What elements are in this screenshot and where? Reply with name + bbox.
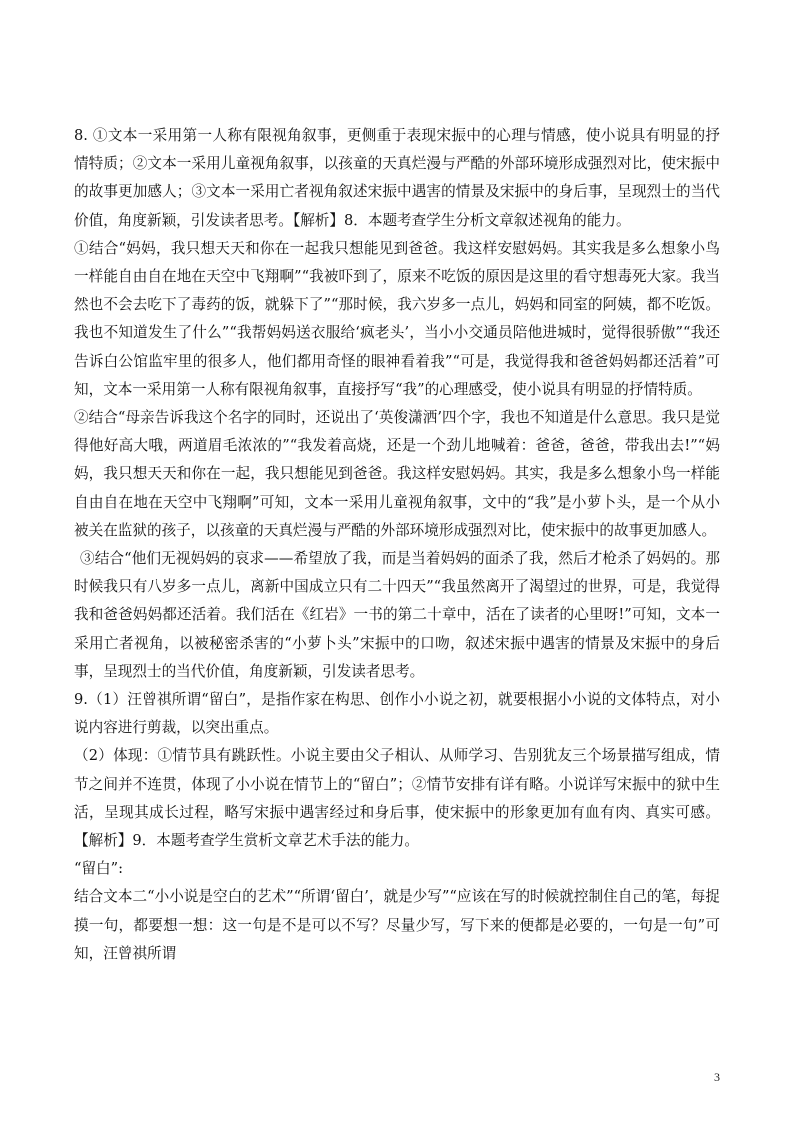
paragraph-answer-9-1: 9.（1）汪曾祺所谓“留白”，是指作家在构思、创作小小说之初，就要根据小小说的文体特点，对小说内容进行剪裁，以突出重点。 xyxy=(74,691,720,737)
paragraph-analysis-8-child-view: ②结合“母亲告诉我这个名字的同时，还说出了‘英俊潇洒’四个字，我也不知道是什么意思。我只是觉得他好高大哦，两道眉毛浓浓的”“我发着高烧，还是一个劲儿地喊着：爸爸，爸爸，带我出去!”“妈妈，我只想天天和你在一起，我只想能见到爸爸。我这样安慰妈妈。其实，我是多么想象小鸟一样能自由自在地在天空中飞翔啊”可知，文本一采用儿童视角叙事，文中的“我”是小萝卜头，是一个从小被关在监狱的孩子，以孩童的天真烂漫与严酷的外部环境形成强烈对比，使宋振中的故事更加感人。 xyxy=(74,409,720,539)
paragraph-liubai-analysis: 结合文本二“小小说是空白的艺术”“所谓‘留白’，就是少写”“应该在写的时候就控制住自己的笔，每捉摸一句，都要想一想：这一句是不是可以不写？尽量少写，写下来的便都是必要的，一句是一句”可知，汪曾祺所谓 xyxy=(74,888,720,962)
paragraph-analysis-8-deceased-view: ③结合“他们无视妈妈的哀求——希望放了我，而是当着妈妈的面杀了我，然后才枪杀了妈妈的。那时候我只有八岁多一点儿，离新中国成立只有二十四天”“我虽然离开了渴望过的世界，可是，我觉得我和爸爸妈妈都还活着。我们活在《红岩》一书的第二十章中，活在了读者的心里呀!”可知，文本一采用亡者视角，以被秘密杀害的“小萝卜头”宋振中的口吻，叙述宋振中遇害的情景及宋振中的身后事，呈现烈士的当代价值，角度新颖，引发读者思考。 xyxy=(74,550,720,680)
paragraph-analysis-8-first-person: ①结合“妈妈，我只想天天和你在一起我只想能见到爸爸。我这样安慰妈妈。其实我是多么想象小鸟一样能自由自在地在天空中飞翔啊”“我被吓到了，原来不吃饭的原因是这里的看守想毒死大家。我当然也不会去吃下了毒药的饭，就躲下了”“那时候，我六岁多一点儿，妈妈和同室的阿姨，都不吃饭。我也不知道发生了什么”“我帮妈妈送衣服给‘疯老头’，当小小交通员陪他进城时，觉得很骄傲”“我还告诉白公馆监牢里的很多人，他们都用奇怪的眼神看着我”“可是，我觉得我和爸爸妈妈都还活着”可知，文本一采用第一人称有限视角叙事，直接抒写“我”的心理感受，使小说具有明显的抒情特质。 xyxy=(74,239,720,398)
paragraph-answer-8: 8. ①文本一采用第一人称有限视角叙事，更侧重于表现宋振中的心理与情感，使小说具有明显的抒情特质；②文本一采用儿童视角叙事，以孩童的天真烂漫与严酷的外部环境形成强烈对比，使宋振中的故事更加感人；③文本一采用亡者视角叙述宋振中遇害的情景及宋振中的身后事，呈现烈士的当代价值，角度新颖，引发读者思考。【解析】8．本题考查学生分析文章叙述视角的能力。 xyxy=(74,127,720,229)
page-number: 3 xyxy=(714,1070,720,1084)
paragraph-liubai-heading: “留白”: xyxy=(74,860,124,878)
answer-analysis-text xyxy=(74,122,720,968)
paragraph-answer-9-2: （2）体现：①情节具有跳跃性。小说主要由父子相认、从师学习、告别犹友三个场景描写组成，情节之间并不连贯，体现了小小说在情节上的“留白”；②情节安排有详有略。小说详写宋振中的狱中生活，呈现其成长过程，略写宋振中遇害经过和身后事，使宋振中的形象更加有血有肉、真实可感。【解析】9．本题考查学生赏析文章艺术手法的能力。 xyxy=(74,747,720,850)
